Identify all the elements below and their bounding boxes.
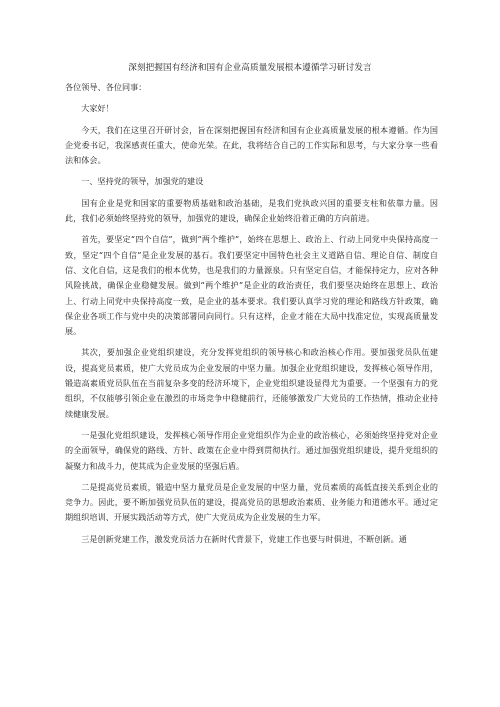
document-body [65, 80, 438, 553]
document-title: 深刻把握国有经济和国有企业高质量发展根本遵循学习研讨发言 [128, 63, 372, 73]
paragraph-intro: 今天，我们在这里召开研讨会，旨在深刻把握国有经济和国有企业高质量发展的根本遵循。作为国企党委书记，我深感责任重大，使命光荣。在此，我将结合自己的工作实际和思考，与大家分享一些看法和体会。 [65, 124, 438, 166]
paragraph: 二是提高党员素质，锻造中坚力量党员是企业发展的中坚力量，党员素质的高低直接关系到企业的竞争力。因此，要不断加强党员队伍的建设，提高党员的思想政治素质、业务能力和道德水平。通过定期组织培训、开展实践活动等方式，使广大党员成为企业发展的生力军。 [65, 481, 438, 523]
greeting: 大家好！ [81, 103, 114, 114]
paragraph: 首先，要坚定“四个自信”，做到“两个维护”，始终在思想上、政治上、行动上同党中央保持高度一致，坚定“四个自信”是企业发展的基石。我们要坚定中国特色社会主义道路自信、理论自信、制度自信、文化自信，这是我们的根本优势，也是我们的力量源泉。只有坚定自信，才能保持定力，应对各种风险挑战，确保企业稳健发展。做到“两个维护”是企业的政治责任，我们要坚决始终在思想上、政治上、行动上同党中央保持高度一致，是企业的基本要求。我们要认真学习党的理论和路线方针政策，确保企业各项工作与党中央的决策部署同向同行。只有这样，企业才能在大局中找准定位，实现高质量发展。 [65, 234, 438, 337]
paragraph: 其次，要加强企业党组织建设，充分发挥党组织的领导核心和政治核心作用。要加强党员队伍建设，提高党员素质，使广大党员成为企业发展的中坚力量。加强企业党组织建设，发挥核心领导作用，锻造高素质党员队伍在当前复杂多变的经济环境下，企业党组织建设显得尤为重要。一个坚强有力的党组织，不仅能够引领企业在激烈的市场竞争中稳健前行，还能够激发广大党员的工作热情，推动企业持续健康发展。 [65, 347, 438, 419]
section-heading-1: 一、坚持党的领导，加强党的建设 [81, 176, 204, 187]
paragraph: 一是强化党组织建设，发挥核心领导作用企业党组织作为企业的政治核心，必须始终坚持党对企业的全面领导，确保党的路线、方针、政策在企业中得到贯彻执行。通过加强党组织建设，提升党组织的凝聚力和战斗力，使其成为企业发展的坚强后盾。 [65, 429, 438, 471]
salutation: 各位领导、各位同事： [65, 82, 147, 92]
paragraph: 国有企业是党和国家的重要物质基础和政治基础，是我们党执政兴国的重要支柱和依靠力量。因此，我们必须始终坚持党的领导，加强党的建设，确保企业始终沿着正确的方向前进。 [65, 197, 438, 224]
paragraph: 三是创新党建工作，激发党员活力在新时代背景下，党建工作也要与时俱进，不断创新。通 [81, 533, 407, 544]
